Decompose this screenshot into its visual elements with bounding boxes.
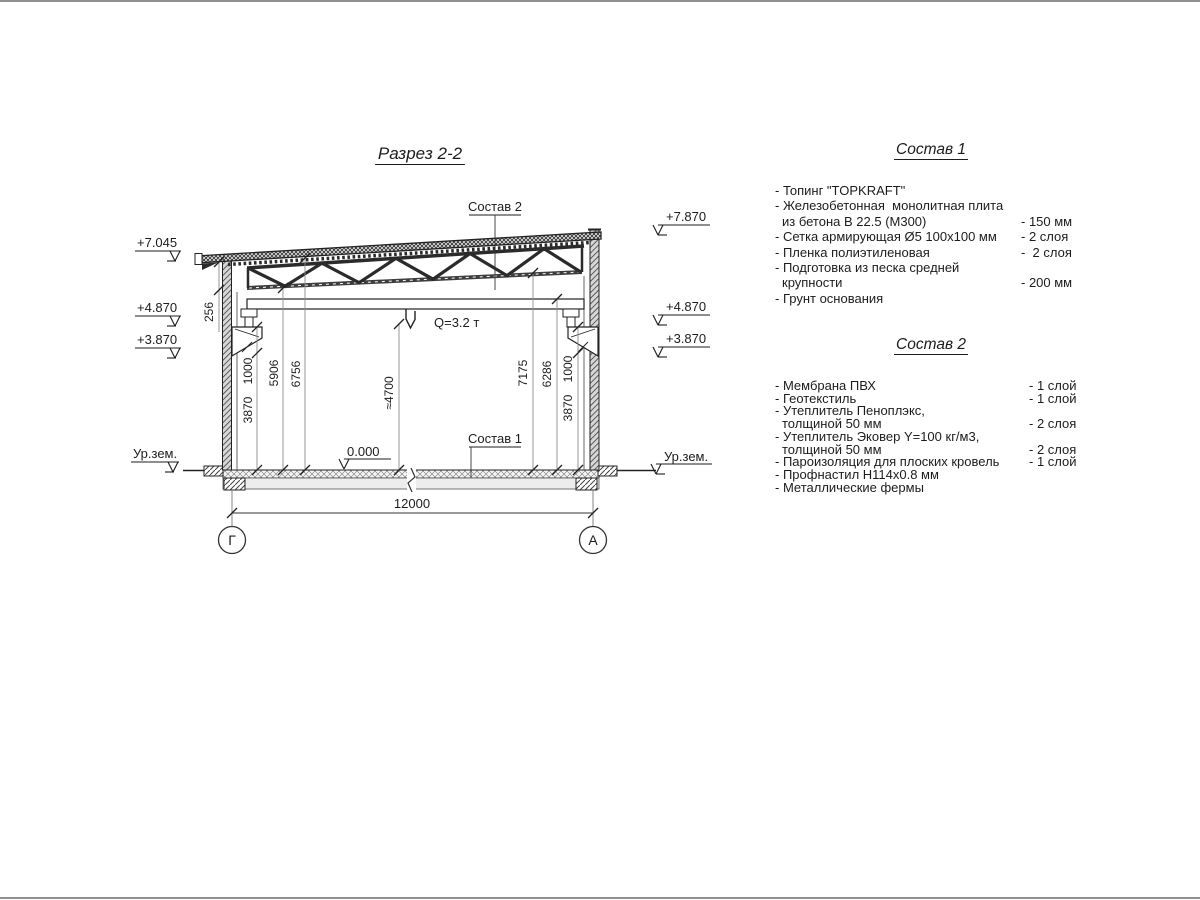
crane-load-label: Q=3.2 т <box>434 315 480 330</box>
elevation-4870-left <box>135 316 181 326</box>
axis-letter-right: А <box>588 532 598 548</box>
elevation-label: Ур.зем. <box>664 449 709 464</box>
list-item: - Подготовка из песка средней <box>775 260 960 276</box>
dim-3870-right: 3870 <box>561 394 575 422</box>
list-item: - Утеплитель Пеноплэкс, <box>775 403 925 419</box>
elevation-labels-right <box>664 209 708 464</box>
list-item: - Сетка армирующая Ø5 100x100 мм - 2 слоя <box>775 229 1069 245</box>
list-item: крупности - 200 мм <box>782 275 1073 291</box>
list-item: толщиной 50 мм - 2 слоя <box>782 416 1077 432</box>
drawing-title <box>330 144 510 164</box>
drawing-title-text: Разрез 2-2 <box>375 144 465 165</box>
dim-1000-right: 1000 <box>561 355 575 383</box>
list-item: - Пароизоляция для плоских кровель - 1 слой <box>775 454 1077 470</box>
elevation-label: +4.870 <box>666 299 707 314</box>
elevation-4870-right <box>653 315 710 325</box>
elevation-label: +7.870 <box>666 209 707 224</box>
span-dimension <box>227 490 598 526</box>
list-item: - Грунт основания <box>775 290 884 306</box>
dim-6286: 6286 <box>540 360 554 388</box>
list-item: - Мембрана ПВХ - 1 слой <box>775 378 1077 393</box>
elevation-7045 <box>135 251 181 261</box>
callout-roof-label: Состав 2 <box>468 199 522 214</box>
floor-slab <box>183 466 656 492</box>
crane-hook <box>406 309 415 328</box>
dim-3870-left: 3870 <box>241 396 255 424</box>
corbels <box>232 327 598 356</box>
elevation-marks-right <box>651 225 712 474</box>
axis-letter-left: Г <box>228 532 236 548</box>
elevation-marks-left <box>131 251 181 472</box>
elevation-label: Ур.зем. <box>133 446 178 461</box>
list-item: - Пленка полиэтиленовая - 2 слоя <box>775 244 1072 260</box>
left-wall <box>223 259 232 470</box>
zero-level-label: 0.000 <box>347 444 380 459</box>
span-label: 12000 <box>393 496 431 511</box>
list-item: - Профнастил Н114х0.8 мм <box>775 466 939 482</box>
dim-6756: 6756 <box>289 360 303 388</box>
list-item: - Геотекстиль - 1 слой <box>775 390 1077 406</box>
elevation-label: +3.870 <box>137 332 178 347</box>
list-item: из бетона В 22.5 (М300) - 150 мм <box>782 213 1073 229</box>
dim-1000-left: 1000 <box>241 357 255 385</box>
dim-4700: ≈4700 <box>382 376 396 410</box>
list-item: - Металлические фермы <box>775 479 924 495</box>
axis-markers <box>219 527 607 554</box>
composition-2-title: Состав 2 <box>896 336 966 353</box>
elevation-7870 <box>653 225 710 235</box>
elevation-label: +3.870 <box>666 331 707 346</box>
elevation-label: +4.870 <box>137 300 178 315</box>
right-corbel <box>568 327 598 356</box>
composition-1-title: Состав 1 <box>896 141 966 158</box>
zero-level-mark <box>339 444 391 469</box>
list-item: - Утеплитель Эковер Y=100 кг/м3, <box>775 428 980 444</box>
callout-floor-label: Состав 1 <box>468 431 522 446</box>
elevation-ground-left <box>131 462 179 472</box>
dimension-labels <box>202 302 575 424</box>
elevation-3870-left <box>135 348 181 358</box>
dim-256: 256 <box>202 301 216 323</box>
elevation-ground-right <box>651 464 712 474</box>
list-item: - Топинг "TOPKRAFT" <box>775 183 906 198</box>
roof-edge-cap <box>195 254 202 265</box>
dim-7175: 7175 <box>516 359 530 387</box>
elevation-label: +7.045 <box>137 235 178 250</box>
list-item: - Железобетонная монолитная плита <box>775 198 1004 214</box>
dim-5906: 5906 <box>267 359 281 387</box>
composition-1-block <box>775 141 1087 306</box>
composition-2-block <box>775 336 1087 494</box>
elevation-3870-right <box>653 347 710 357</box>
list-item: толщиной 50 мм - 2 слоя <box>782 441 1077 457</box>
